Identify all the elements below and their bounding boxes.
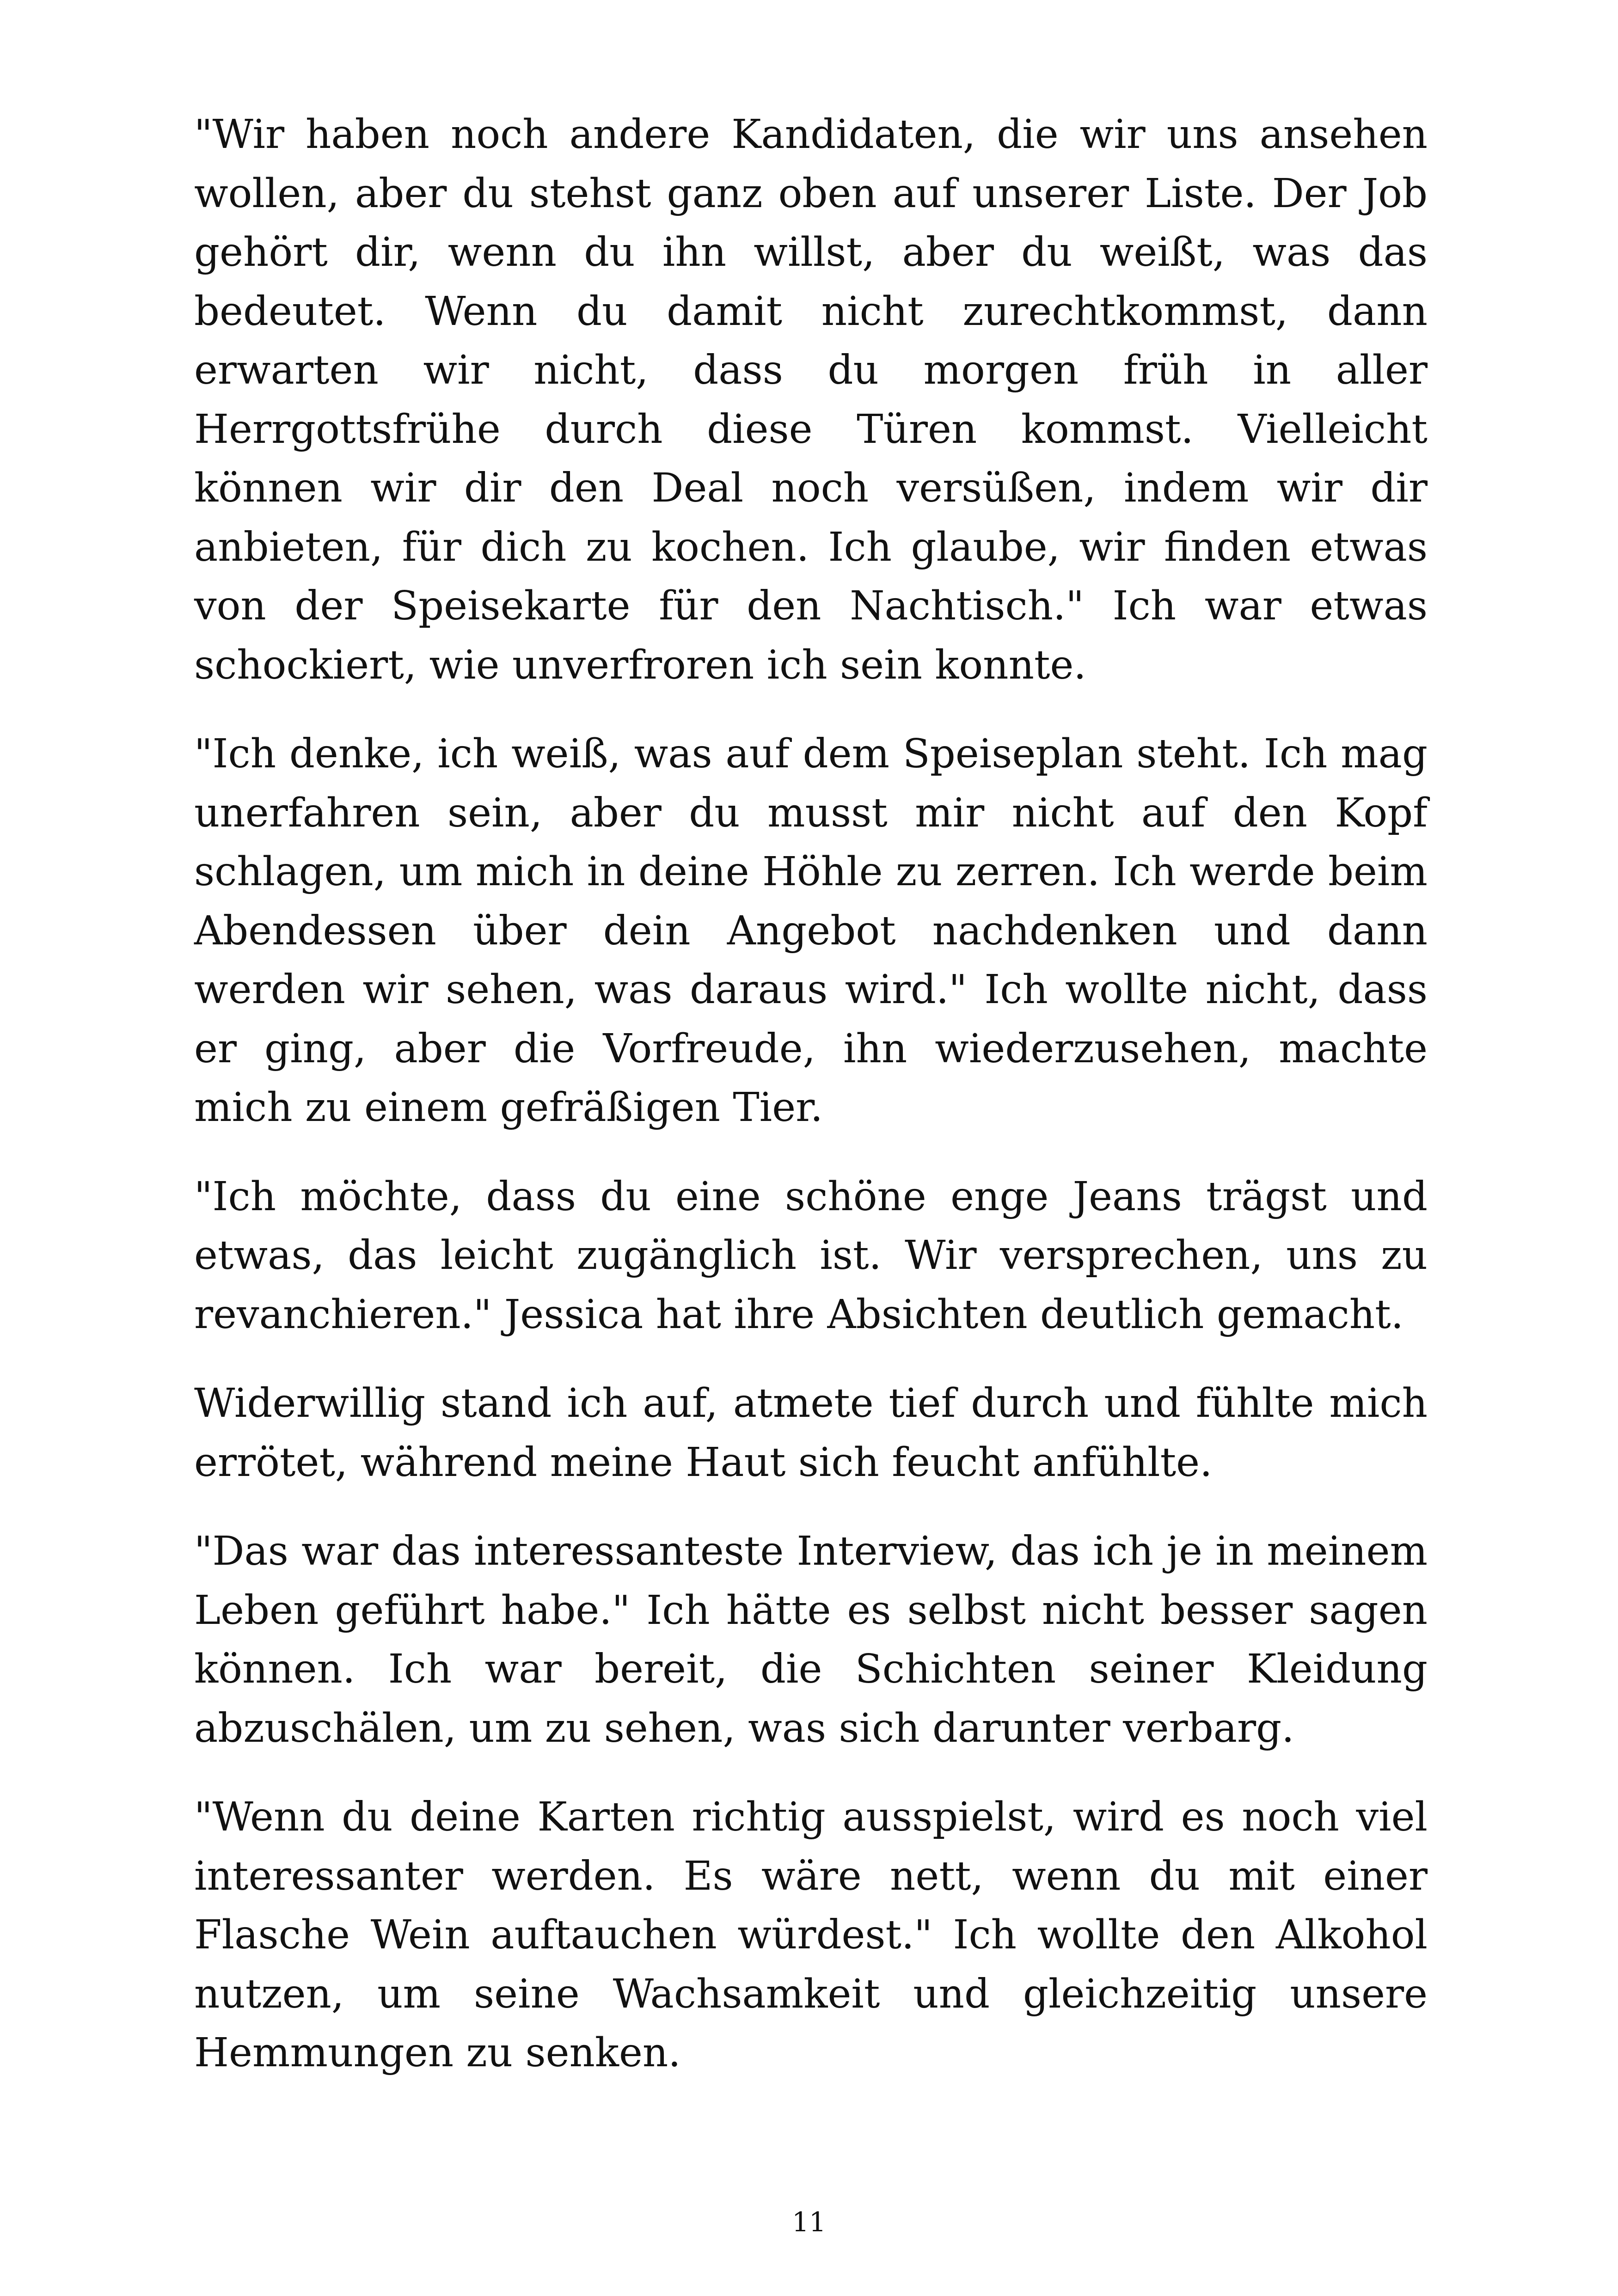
body-text (194, 105, 1428, 2113)
paragraph-4: Widerwillig stand ich auf, atmete tief durch und fühlte mich errötet, während meine Haut sich feucht anfühlte. (194, 1380, 1428, 1486)
paragraph-6: "Wenn du deine Karten richtig ausspielst, wird es noch viel interessanter werden. Es wäre nett, wenn du mit einer Flasche Wein auftauchen würdest." Ich wollte den Alkohol nutzen, um seine Wachsamkeit und gleichzeitig unsere Hemmungen zu senken. (194, 1794, 1428, 2076)
paragraph-1: "Wir haben noch andere Kandidaten, die wir uns ansehen wollen, aber du stehst ganz oben auf unserer Liste. Der Job gehört dir, wenn du ihn willst, aber du weißt, was das bedeutet. Wenn du damit nicht zurechtkommst, dann erwarten wir nicht, dass du morgen früh in aller Herrgottsfrühe durch diese Türen kommst. Vielleicht können wir dir den Deal noch versüßen, indem wir dir anbieten, für dich zu kochen. Ich glaube, wir finden etwas von der Speisekarte für den Nachtisch." Ich war etwas schockiert, wie unverfroren ich sein konnte. (194, 111, 1428, 688)
paragraph-5: "Das war das interessanteste Interview, das ich je in meinem Leben geführt habe." Ich hätte es selbst nicht besser sagen können. Ich war bereit, die Schichten seiner Kleidung abzuschälen, um zu sehen, was sich darunter verbarg. (194, 1528, 1428, 1751)
page-number: 11 (792, 2206, 826, 2238)
paragraph-2: "Ich denke, ich weiß, was auf dem Speiseplan steht. Ich mag unerfahren sein, aber du musst mir nicht auf den Kopf schlagen, um mich in deine Höhle zu zerren. Ich werde beim Abendessen über dein Angebot nachdenken und dann werden wir sehen, was daraus wird." Ich wollte nicht, dass er ging, aber die Vorfreude, ihn wiederzusehen, machte mich zu einem gefräßigen Tier. (194, 731, 1428, 1131)
paragraph-3: "Ich möchte, dass du eine schöne enge Jeans trägst und etwas, das leicht zugänglich ist. Wir versprechen, uns zu revanchieren." Jessica hat ihre Absichten deutlich gemacht. (194, 1173, 1428, 1338)
